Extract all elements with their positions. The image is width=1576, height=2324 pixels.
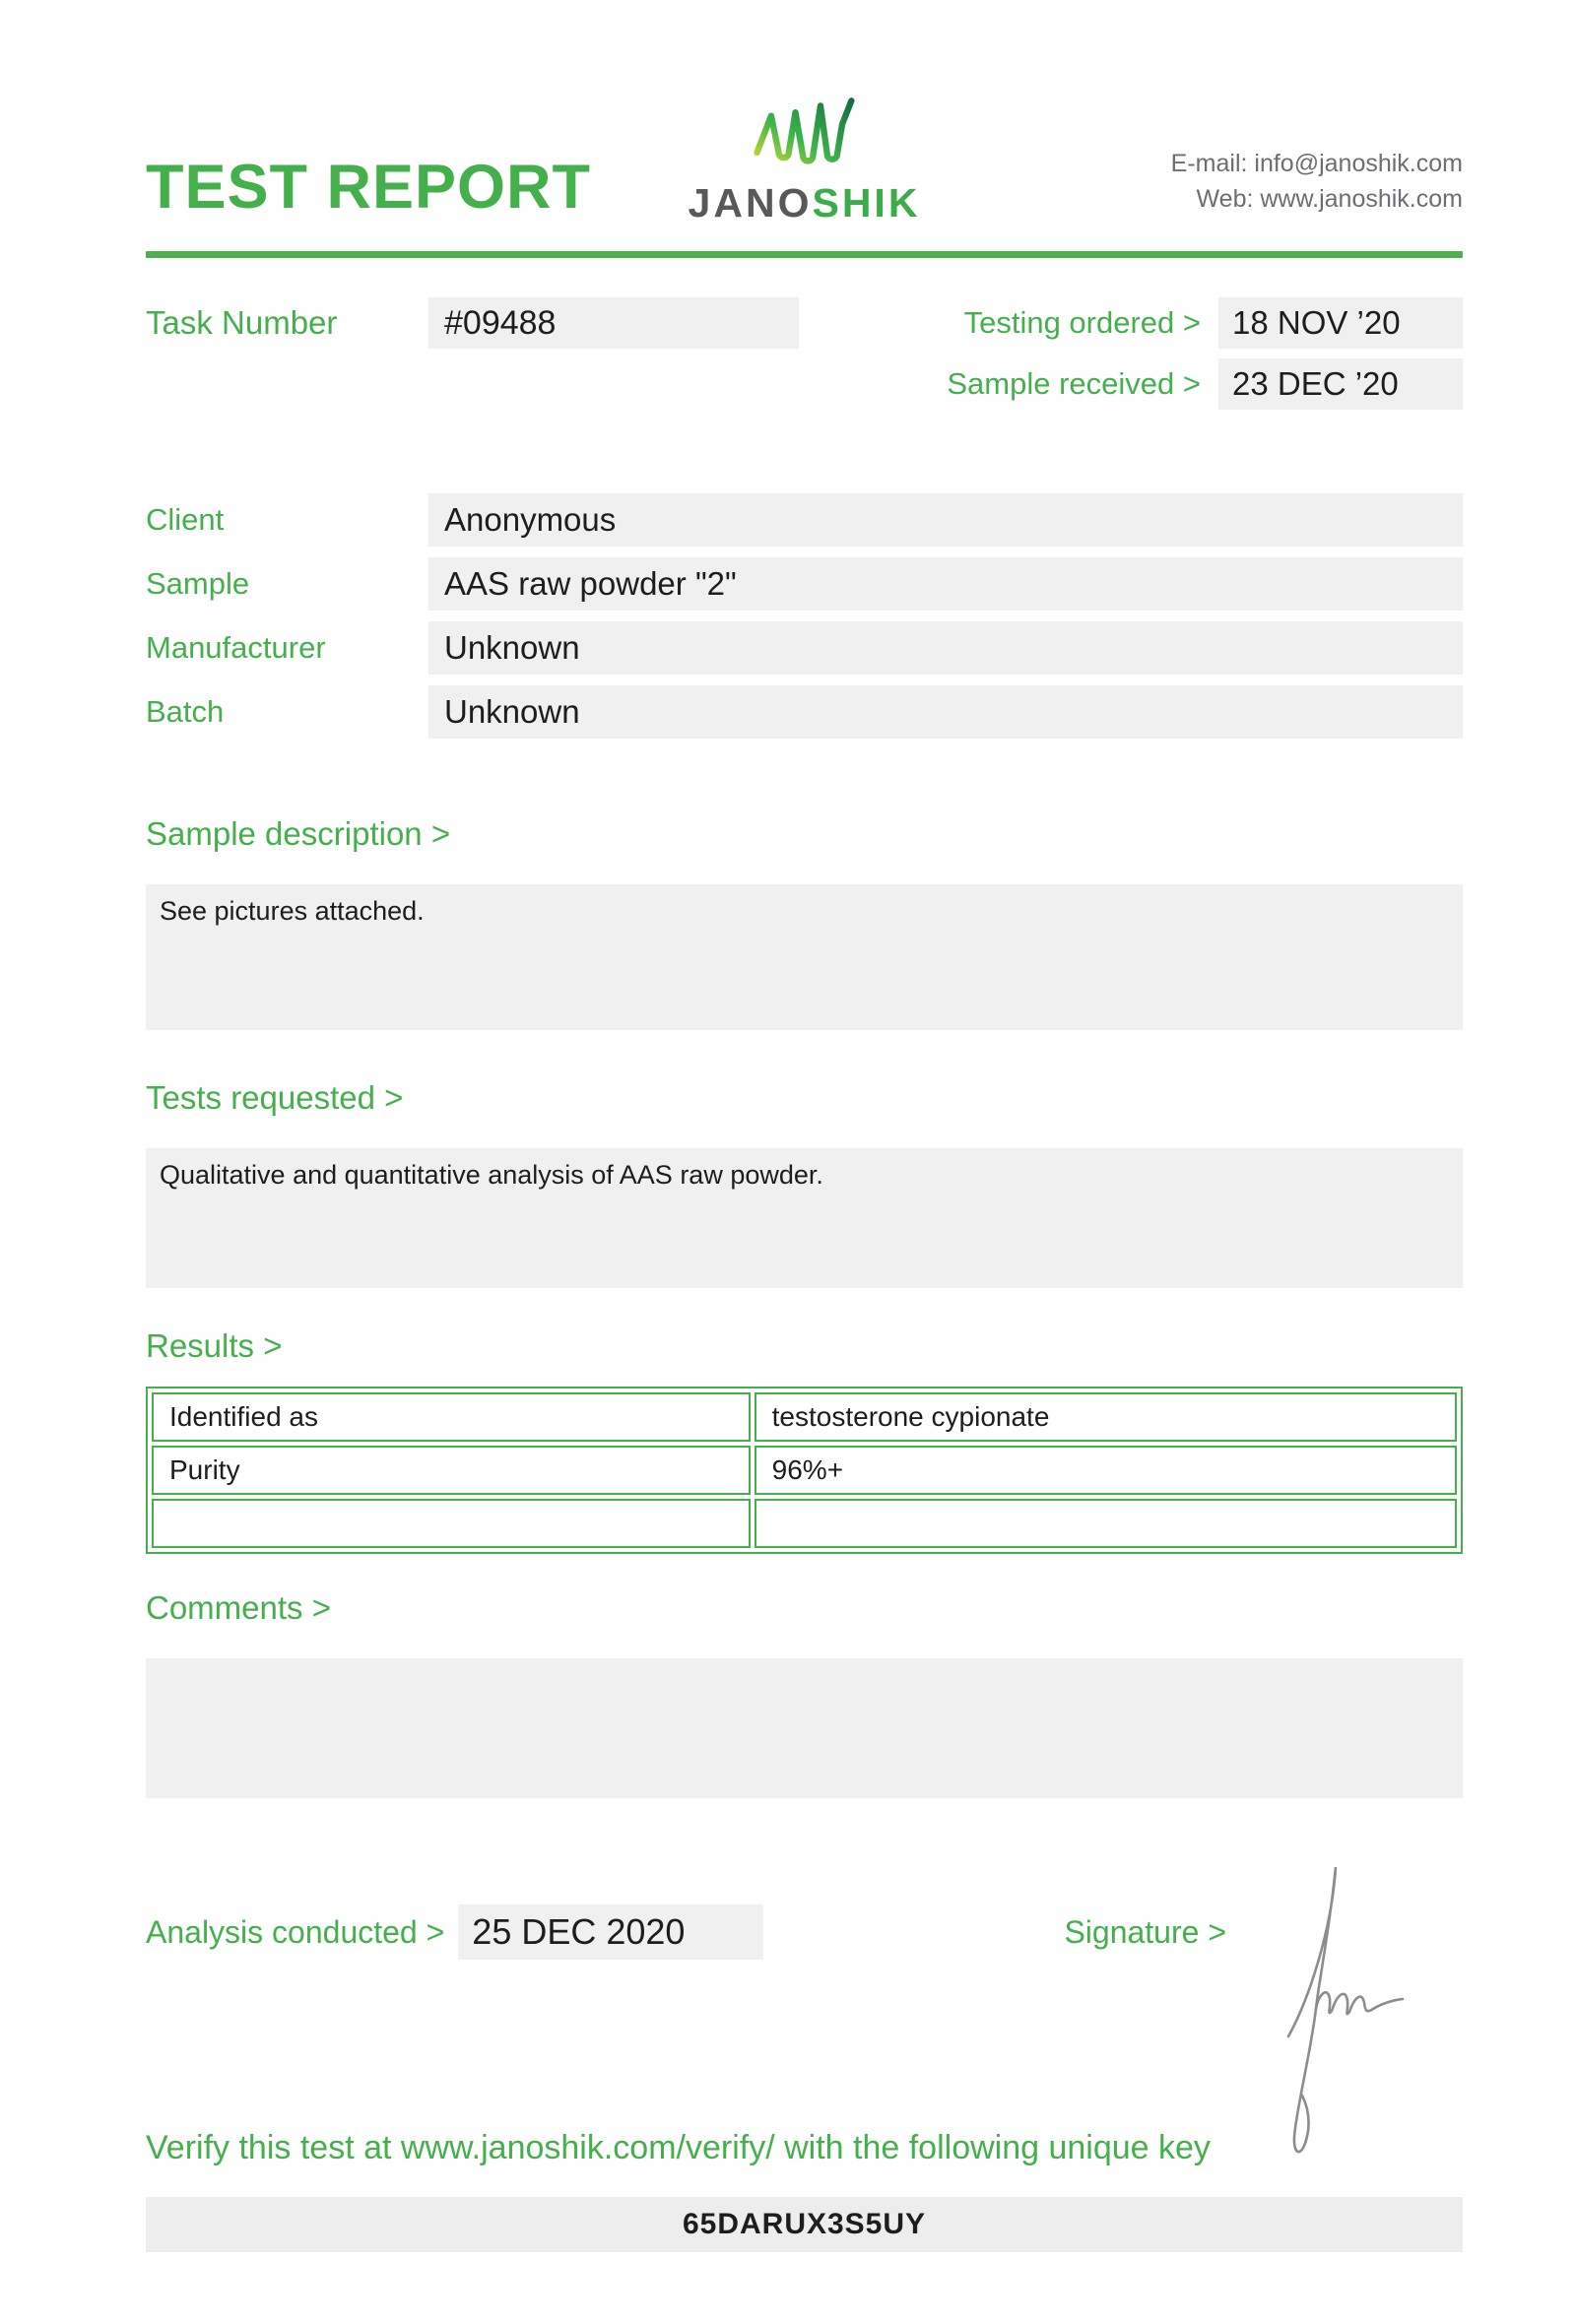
signature <box>1271 1849 1438 2164</box>
contact-web: Web: www.janoshik.com <box>1196 184 1463 213</box>
testing-ordered-value: 18 NOV ’20 <box>1218 297 1463 349</box>
signature-label: Signature > <box>1064 1913 1226 1950</box>
meta-section <box>146 297 1463 410</box>
logo-text-shik: SHIK <box>812 180 921 226</box>
meta-row-1 <box>146 297 1463 349</box>
sample-received-group <box>947 358 1463 410</box>
header-divider <box>146 251 1463 258</box>
header <box>146 69 1463 226</box>
field-row-client <box>146 493 1463 547</box>
verify-key: 65DARUX3S5UY <box>146 2197 1463 2252</box>
table-row <box>152 1499 1457 1548</box>
comments-box <box>146 1658 1463 1798</box>
sample-description-heading: Sample description > <box>146 815 451 852</box>
sample-info-fields <box>146 493 1463 739</box>
field-row-batch <box>146 685 1463 739</box>
sample-description-box: See pictures attached. <box>146 884 1463 1030</box>
batch-label: Batch <box>146 694 225 729</box>
table-row <box>152 1446 1457 1495</box>
client-label: Client <box>146 502 225 537</box>
table-row <box>152 1392 1457 1442</box>
sample-value: AAS raw powder "2" <box>428 557 1463 611</box>
sample-received-value: 23 DEC ’20 <box>1218 358 1463 410</box>
task-number-value: #09488 <box>428 297 799 349</box>
client-value: Anonymous <box>428 493 1463 547</box>
growth-chart-icon <box>749 94 859 178</box>
result-value-empty <box>755 1499 1457 1548</box>
sample-label: Sample <box>146 566 250 601</box>
verify-instruction: Verify this test at www.janoshik.com/verify/ with the following unique key <box>146 2129 1211 2166</box>
meta-row-2 <box>146 358 1463 410</box>
field-row-sample <box>146 557 1463 611</box>
testing-ordered-group <box>964 297 1463 349</box>
field-row-manufacturer <box>146 621 1463 675</box>
analysis-conducted-label: Analysis conducted > <box>146 1913 445 1950</box>
testing-ordered-label: Testing ordered > <box>963 305 1201 340</box>
sample-received-label: Sample received > <box>947 366 1201 401</box>
logo-text-jano: JANO <box>688 180 813 226</box>
task-number-group <box>146 297 799 349</box>
manufacturer-value: Unknown <box>428 621 1463 675</box>
page-title: TEST REPORT <box>146 153 592 222</box>
logo-wordmark <box>689 180 921 226</box>
result-name-identified-as: Identified as <box>152 1392 751 1442</box>
contact-email: E-mail: info@janoshik.com <box>1170 149 1463 177</box>
signature-icon <box>1271 1849 1438 2164</box>
contact-info <box>920 146 1463 227</box>
tests-requested-box: Qualitative and quantitative analysis of AAS raw powder. <box>146 1148 1463 1288</box>
results-heading: Results > <box>146 1327 283 1364</box>
results-table <box>146 1387 1463 1554</box>
result-name-empty <box>152 1499 751 1548</box>
analysis-row <box>146 1904 1463 1960</box>
analysis-conducted-date: 25 DEC 2020 <box>458 1904 763 1960</box>
manufacturer-label: Manufacturer <box>146 630 326 665</box>
batch-value: Unknown <box>428 685 1463 739</box>
comments-heading: Comments > <box>146 1589 331 1626</box>
janoshik-logo <box>689 94 921 226</box>
task-number-label: Task Number <box>146 304 338 341</box>
result-name-purity: Purity <box>152 1446 751 1495</box>
result-value-purity: 96%+ <box>755 1446 1457 1495</box>
tests-requested-heading: Tests requested > <box>146 1079 404 1116</box>
result-value-identified-as: testosterone cypionate <box>755 1392 1457 1442</box>
